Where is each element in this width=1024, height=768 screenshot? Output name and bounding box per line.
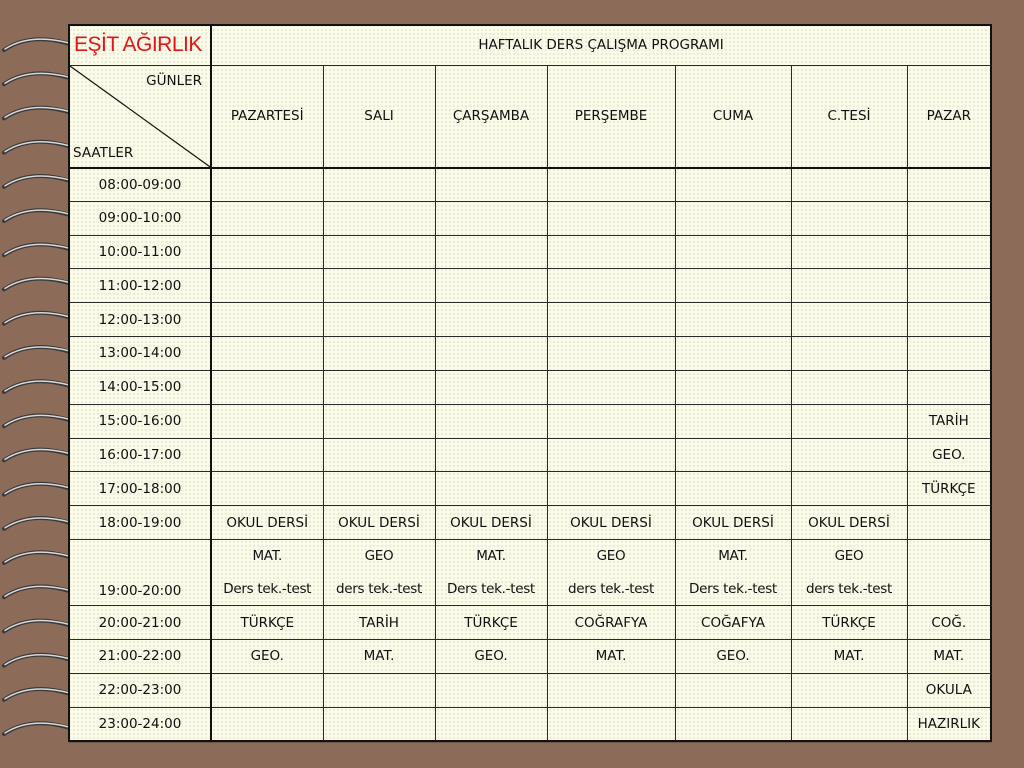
schedule-cell xyxy=(323,370,435,404)
binding-ring-icon xyxy=(4,655,70,666)
binding-ring-icon xyxy=(4,381,70,392)
day-header-2: SALI xyxy=(323,65,435,167)
schedule-cell xyxy=(675,673,791,707)
schedule-cell xyxy=(323,201,435,235)
schedule-cell xyxy=(675,235,791,269)
schedule-cell xyxy=(675,303,791,337)
schedule-row xyxy=(69,506,991,540)
time-slot-label: 11:00-12:00 xyxy=(69,269,211,303)
days-label: GÜNLER xyxy=(146,72,202,89)
schedule-cell xyxy=(323,438,435,472)
schedule-cell xyxy=(435,370,547,404)
schedule-cell xyxy=(211,673,323,707)
schedule-cell: COĞAFYA xyxy=(675,606,791,640)
schedule-cell xyxy=(547,370,675,404)
schedule-cell xyxy=(547,235,675,269)
schedule-cell xyxy=(435,168,547,202)
schedule-cell xyxy=(435,404,547,438)
schedule-cell xyxy=(211,472,323,506)
binding-ring-icon xyxy=(4,689,70,700)
schedule-cell xyxy=(323,303,435,337)
schedule-row xyxy=(69,235,991,269)
schedule-cell xyxy=(675,438,791,472)
day-header-6: C.TESİ xyxy=(791,65,907,167)
schedule-cell xyxy=(323,168,435,202)
schedule-cell: MAT. xyxy=(323,640,435,674)
time-slot-label: 23:00-24:00 xyxy=(69,707,211,741)
binding-ring-icon xyxy=(4,39,70,50)
schedule-cell: GEO. xyxy=(907,438,991,472)
schedule-cell: OKULA xyxy=(907,673,991,707)
hours-label: SAATLER xyxy=(73,144,134,161)
schedule-cell xyxy=(323,707,435,741)
time-slot-label: 17:00-18:00 xyxy=(69,472,211,506)
spiral-binding-icon xyxy=(0,24,72,752)
schedule-row xyxy=(69,472,991,506)
schedule-cell xyxy=(435,235,547,269)
weekly-study-schedule-table xyxy=(68,24,992,742)
binding-ring-icon xyxy=(4,108,70,119)
schedule-cell: TÜRKÇE xyxy=(211,606,323,640)
schedule-cell: OKUL DERSİ xyxy=(791,506,907,540)
schedule-cell: OKUL DERSİ xyxy=(547,506,675,540)
schedule-cell: TÜRKÇE xyxy=(907,472,991,506)
schedule-cell xyxy=(547,168,675,202)
binding-ring-icon xyxy=(4,415,70,426)
schedule-cell: TÜRKÇE xyxy=(435,606,547,640)
binding-ring-icon xyxy=(4,552,70,563)
schedule-cell: MAT. xyxy=(791,640,907,674)
schedule-cell xyxy=(675,201,791,235)
schedule-cell xyxy=(435,673,547,707)
schedule-cell xyxy=(323,404,435,438)
schedule-cell xyxy=(547,404,675,438)
activity-label: ders tek.-test xyxy=(805,580,893,597)
schedule-cell: OKUL DERSİ xyxy=(675,506,791,540)
time-slot-label: 18:00-19:00 xyxy=(69,506,211,540)
schedule-cell xyxy=(547,707,675,741)
activity-label: Ders tek.-test xyxy=(447,580,535,597)
schedule-cell xyxy=(791,337,907,371)
binding-ring-icon xyxy=(4,450,70,461)
schedule-cell xyxy=(907,168,991,202)
schedule-cell xyxy=(211,168,323,202)
binding-ring-icon xyxy=(4,723,70,734)
time-slot-label: 20:00-21:00 xyxy=(69,606,211,640)
schedule-cell xyxy=(547,472,675,506)
binding-ring-icon xyxy=(4,210,70,221)
time-slot-label: 13:00-14:00 xyxy=(69,337,211,371)
schedule-cell xyxy=(907,539,991,605)
schedule-cell xyxy=(435,337,547,371)
schedule-row xyxy=(69,168,991,202)
schedule-cell: TARİH xyxy=(907,404,991,438)
day-header-7: PAZAR xyxy=(907,65,991,167)
schedule-cell xyxy=(547,201,675,235)
schedule-cell xyxy=(675,337,791,371)
binding-ring-icon xyxy=(4,313,70,324)
activity-label: Ders tek.-test xyxy=(689,580,777,597)
schedule-cell xyxy=(211,303,323,337)
program-type-label: EŞİT AĞIRLIK xyxy=(69,25,211,65)
subject-label: MAT. xyxy=(476,548,506,565)
schedule-cell xyxy=(791,269,907,303)
day-header-1: PAZARTESİ xyxy=(211,65,323,167)
schedule-cell xyxy=(323,337,435,371)
page-title: HAFTALIK DERS ÇALIŞMA PROGRAMI xyxy=(211,25,991,65)
schedule-row xyxy=(69,337,991,371)
schedule-cell xyxy=(791,539,907,605)
time-slot-label: 14:00-15:00 xyxy=(69,370,211,404)
schedule-cell: HAZIRLIK xyxy=(907,707,991,741)
schedule-cell xyxy=(907,201,991,235)
schedule-sheet xyxy=(68,24,990,742)
binding-ring-icon xyxy=(4,244,70,255)
activity-label: ders tek.-test xyxy=(335,580,423,597)
schedule-cell xyxy=(435,303,547,337)
subject-label: GEO xyxy=(596,548,626,565)
schedule-cell xyxy=(791,707,907,741)
schedule-cell: GEO. xyxy=(435,640,547,674)
schedule-cell xyxy=(907,303,991,337)
time-slot-label: 15:00-16:00 xyxy=(69,404,211,438)
binding-ring-icon xyxy=(4,621,70,632)
binding-ring-icon xyxy=(4,73,70,84)
schedule-cell xyxy=(791,673,907,707)
schedule-cell xyxy=(547,539,675,605)
day-header-3: ÇARŞAMBA xyxy=(435,65,547,167)
schedule-cell xyxy=(675,472,791,506)
schedule-cell xyxy=(547,438,675,472)
schedule-cell xyxy=(791,404,907,438)
schedule-cell xyxy=(675,539,791,605)
schedule-cell xyxy=(323,673,435,707)
schedule-cell xyxy=(791,168,907,202)
schedule-cell xyxy=(435,269,547,303)
schedule-cell xyxy=(211,235,323,269)
schedule-cell: OKUL DERSİ xyxy=(211,506,323,540)
schedule-row xyxy=(69,438,991,472)
binding-ring-icon xyxy=(4,518,70,529)
schedule-cell xyxy=(907,337,991,371)
activity-label: ders tek.-test xyxy=(567,580,655,597)
schedule-cell xyxy=(435,539,547,605)
schedule-cell xyxy=(323,235,435,269)
time-slot-label: 09:00-10:00 xyxy=(69,201,211,235)
schedule-cell xyxy=(675,707,791,741)
binding-ring-icon xyxy=(4,586,70,597)
schedule-cell xyxy=(547,303,675,337)
schedule-cell xyxy=(211,404,323,438)
schedule-row xyxy=(69,673,991,707)
time-slot-label: 19:00-20:00 xyxy=(69,539,211,605)
activity-label: Ders tek.-test xyxy=(223,580,312,597)
day-header-5: CUMA xyxy=(675,65,791,167)
schedule-row xyxy=(69,201,991,235)
subject-label: GEO xyxy=(834,548,864,565)
schedule-cell: GEO. xyxy=(675,640,791,674)
schedule-cell: COĞ. xyxy=(907,606,991,640)
subject-label: MAT. xyxy=(252,548,283,565)
time-slot-label: 16:00-17:00 xyxy=(69,438,211,472)
schedule-cell: MAT. xyxy=(907,640,991,674)
schedule-cell: OKUL DERSİ xyxy=(323,506,435,540)
schedule-row xyxy=(69,370,991,404)
schedule-cell xyxy=(675,370,791,404)
schedule-cell: COĞRAFYA xyxy=(547,606,675,640)
days-hours-corner-cell xyxy=(69,65,211,167)
schedule-cell: OKUL DERSİ xyxy=(435,506,547,540)
schedule-cell xyxy=(435,707,547,741)
schedule-row xyxy=(69,303,991,337)
schedule-cell xyxy=(791,235,907,269)
schedule-cell xyxy=(323,269,435,303)
schedule-row xyxy=(69,269,991,303)
schedule-cell xyxy=(791,303,907,337)
schedule-cell xyxy=(791,201,907,235)
schedule-row xyxy=(69,707,991,741)
schedule-cell: TÜRKÇE xyxy=(791,606,907,640)
schedule-cell xyxy=(211,370,323,404)
day-header-4: PERŞEMBE xyxy=(547,65,675,167)
time-slot-label: 10:00-11:00 xyxy=(69,235,211,269)
schedule-row xyxy=(69,640,991,674)
schedule-cell xyxy=(791,438,907,472)
schedule-cell xyxy=(211,539,323,605)
schedule-cell xyxy=(211,269,323,303)
schedule-row xyxy=(69,539,991,605)
schedule-cell xyxy=(547,337,675,371)
schedule-cell: GEO. xyxy=(211,640,323,674)
schedule-cell: TARİH xyxy=(323,606,435,640)
schedule-cell xyxy=(211,707,323,741)
schedule-cell xyxy=(323,539,435,605)
schedule-cell xyxy=(791,472,907,506)
schedule-cell xyxy=(547,269,675,303)
schedule-cell xyxy=(435,201,547,235)
time-slot-label: 12:00-13:00 xyxy=(69,303,211,337)
schedule-cell xyxy=(547,673,675,707)
binding-ring-icon xyxy=(4,484,70,495)
subject-label: MAT. xyxy=(718,548,748,565)
schedule-cell xyxy=(435,472,547,506)
schedule-row xyxy=(69,404,991,438)
schedule-cell xyxy=(675,269,791,303)
schedule-cell xyxy=(791,370,907,404)
binding-ring-icon xyxy=(4,142,70,153)
binding-ring-icon xyxy=(4,347,70,358)
time-slot-label: 22:00-23:00 xyxy=(69,673,211,707)
binding-ring-icon xyxy=(4,176,70,187)
subject-label: GEO xyxy=(364,548,394,565)
schedule-cell xyxy=(907,269,991,303)
binding-ring-icon xyxy=(4,279,70,290)
schedule-cell xyxy=(211,438,323,472)
schedule-cell xyxy=(323,472,435,506)
schedule-cell xyxy=(907,506,991,540)
schedule-cell xyxy=(211,201,323,235)
time-slot-label: 08:00-09:00 xyxy=(69,168,211,202)
schedule-cell xyxy=(435,438,547,472)
schedule-cell xyxy=(675,404,791,438)
schedule-cell xyxy=(211,337,323,371)
schedule-cell: MAT. xyxy=(547,640,675,674)
schedule-cell xyxy=(675,168,791,202)
time-slot-label: 21:00-22:00 xyxy=(69,640,211,674)
schedule-cell xyxy=(907,235,991,269)
schedule-row xyxy=(69,606,991,640)
schedule-cell xyxy=(907,370,991,404)
